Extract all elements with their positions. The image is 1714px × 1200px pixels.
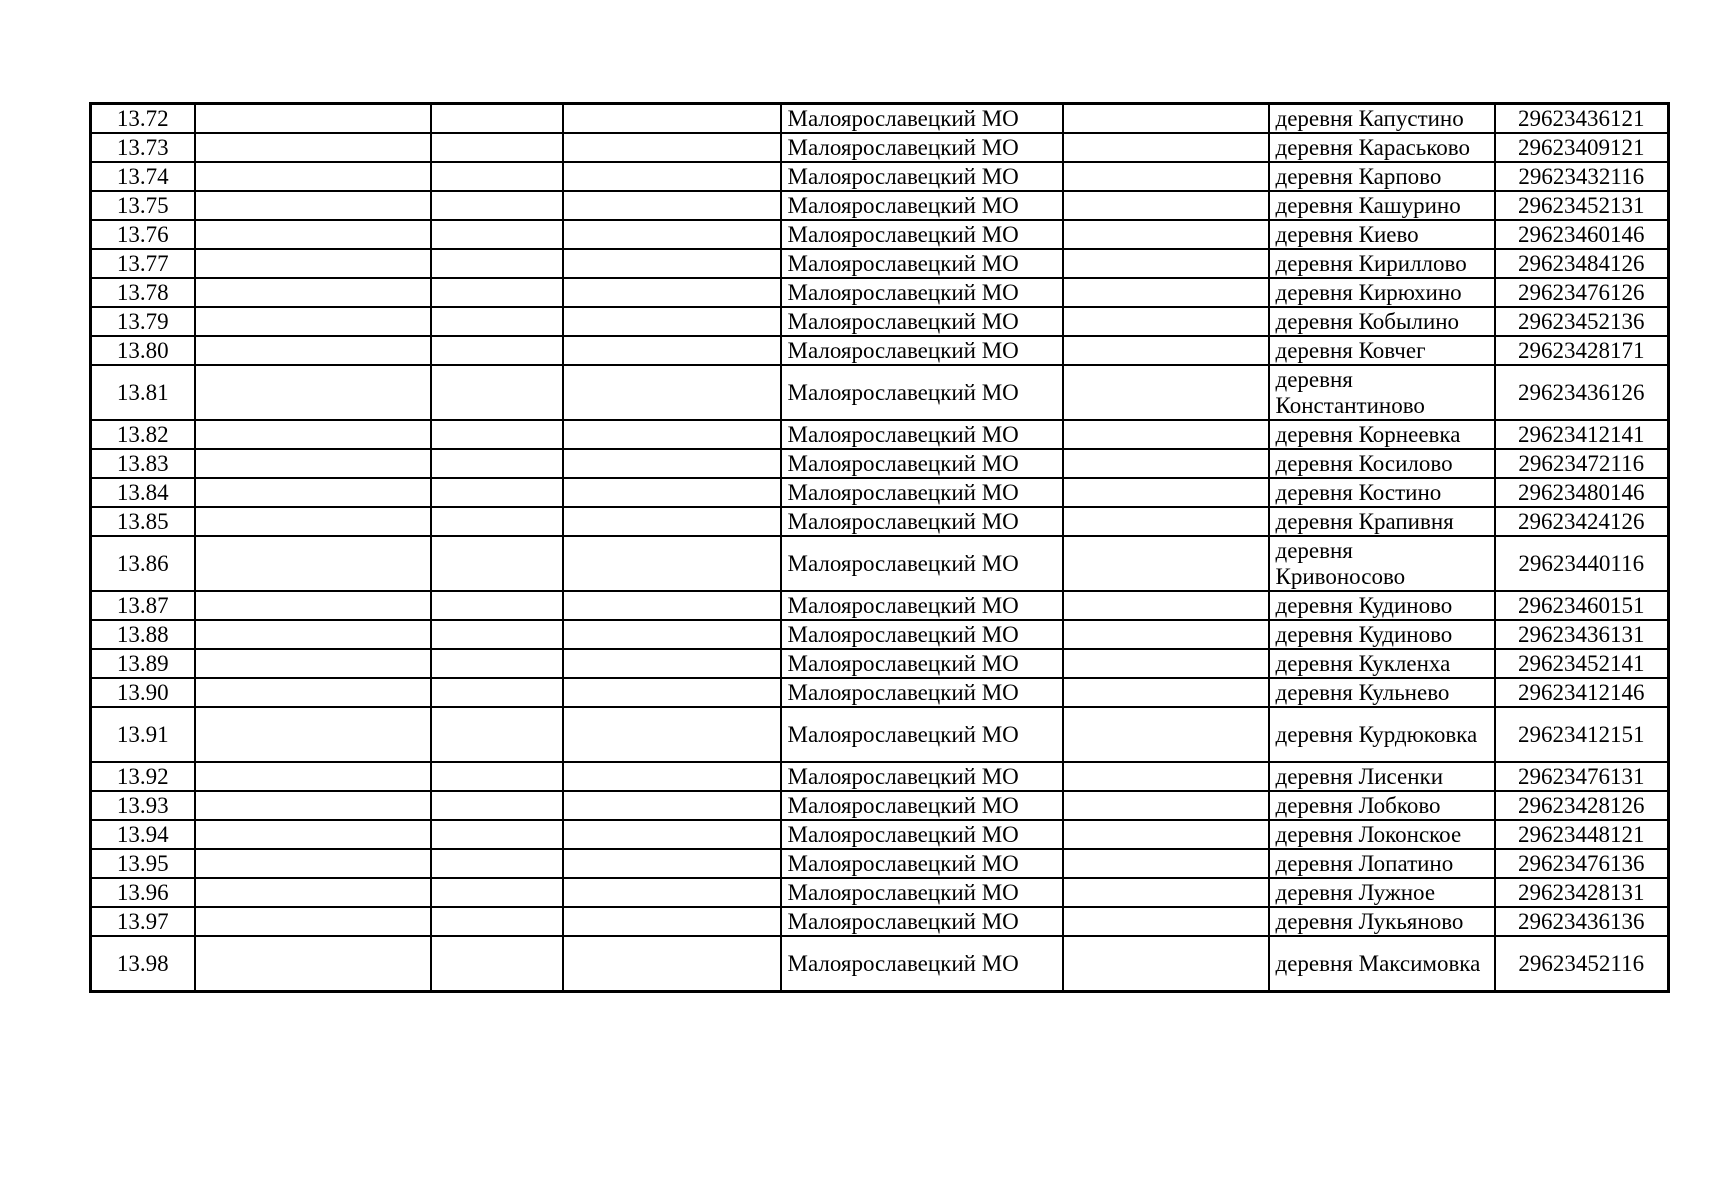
municipality-cell: Малоярославецкий МО	[781, 104, 1063, 134]
table-row	[91, 620, 1669, 649]
empty-cell	[1063, 133, 1269, 162]
empty-cell	[563, 536, 781, 591]
municipality-cell: Малоярославецкий МО	[781, 336, 1063, 365]
row-number: 13.90	[91, 678, 195, 707]
oktmo-code-cell: 29623440116	[1495, 536, 1669, 591]
empty-cell	[195, 420, 431, 449]
row-number: 13.94	[91, 820, 195, 849]
table-row	[91, 762, 1669, 791]
locality-cell: деревня Кривоносово	[1269, 536, 1495, 591]
empty-cell	[431, 678, 563, 707]
oktmo-code-cell: 29623480146	[1495, 478, 1669, 507]
empty-cell	[563, 336, 781, 365]
table-row	[91, 707, 1669, 762]
empty-cell	[431, 791, 563, 820]
empty-cell	[1063, 591, 1269, 620]
empty-cell	[1063, 936, 1269, 992]
locality-cell: деревня Карпово	[1269, 162, 1495, 191]
municipality-cell: Малоярославецкий МО	[781, 878, 1063, 907]
oktmo-code-cell: 29623409121	[1495, 133, 1669, 162]
row-number: 13.85	[91, 507, 195, 536]
oktmo-code-cell: 29623432116	[1495, 162, 1669, 191]
empty-cell	[563, 820, 781, 849]
empty-cell	[431, 478, 563, 507]
oktmo-code-cell: 29623436121	[1495, 104, 1669, 134]
row-number: 13.77	[91, 249, 195, 278]
oktmo-code-cell: 29623460151	[1495, 591, 1669, 620]
table-row	[91, 191, 1669, 220]
empty-cell	[563, 936, 781, 992]
table-row	[91, 791, 1669, 820]
empty-cell	[431, 907, 563, 936]
empty-cell	[195, 336, 431, 365]
empty-cell	[563, 507, 781, 536]
row-number: 13.97	[91, 907, 195, 936]
oktmo-code-cell: 29623484126	[1495, 249, 1669, 278]
empty-cell	[563, 191, 781, 220]
table-row	[91, 162, 1669, 191]
row-number: 13.80	[91, 336, 195, 365]
empty-cell	[195, 620, 431, 649]
municipality-cell: Малоярославецкий МО	[781, 936, 1063, 992]
empty-cell	[1063, 678, 1269, 707]
empty-cell	[563, 649, 781, 678]
empty-cell	[1063, 791, 1269, 820]
empty-cell	[1063, 336, 1269, 365]
empty-cell	[431, 104, 563, 134]
oktmo-code-cell: 29623476136	[1495, 849, 1669, 878]
municipality-cell: Малоярославецкий МО	[781, 365, 1063, 420]
locality-cell: деревня Лобково	[1269, 791, 1495, 820]
municipality-cell: Малоярославецкий МО	[781, 307, 1063, 336]
table-row	[91, 307, 1669, 336]
table-row	[91, 104, 1669, 134]
table-row	[91, 649, 1669, 678]
municipality-cell: Малоярославецкий МО	[781, 791, 1063, 820]
table-row	[91, 220, 1669, 249]
oktmo-code-cell: 29623452141	[1495, 649, 1669, 678]
row-number: 13.73	[91, 133, 195, 162]
row-number: 13.78	[91, 278, 195, 307]
locality-cell: деревня Кашурино	[1269, 191, 1495, 220]
table-row	[91, 133, 1669, 162]
table-row	[91, 336, 1669, 365]
table-row	[91, 536, 1669, 591]
municipality-cell: Малоярославецкий МО	[781, 507, 1063, 536]
table-body	[91, 104, 1669, 992]
row-number: 13.91	[91, 707, 195, 762]
table-row	[91, 507, 1669, 536]
locality-cell: деревня Кириллово	[1269, 249, 1495, 278]
empty-cell	[195, 907, 431, 936]
empty-cell	[431, 133, 563, 162]
oktmo-code-cell: 29623436131	[1495, 620, 1669, 649]
municipality-cell: Малоярославецкий МО	[781, 762, 1063, 791]
empty-cell	[563, 878, 781, 907]
row-number: 13.76	[91, 220, 195, 249]
empty-cell	[563, 220, 781, 249]
municipality-cell: Малоярославецкий МО	[781, 478, 1063, 507]
oktmo-code-cell: 29623476126	[1495, 278, 1669, 307]
municipality-cell: Малоярославецкий МО	[781, 536, 1063, 591]
locality-cell: деревня Киево	[1269, 220, 1495, 249]
empty-cell	[563, 791, 781, 820]
empty-cell	[431, 762, 563, 791]
empty-cell	[563, 762, 781, 791]
municipality-cell: Малоярославецкий МО	[781, 162, 1063, 191]
empty-cell	[431, 336, 563, 365]
empty-cell	[1063, 907, 1269, 936]
oktmo-code-cell: 29623428171	[1495, 336, 1669, 365]
oktmo-code-cell: 29623436136	[1495, 907, 1669, 936]
locality-cell: деревня Караськово	[1269, 133, 1495, 162]
table-row	[91, 678, 1669, 707]
empty-cell	[1063, 307, 1269, 336]
empty-cell	[431, 649, 563, 678]
oktmo-code-cell: 29623428131	[1495, 878, 1669, 907]
empty-cell	[431, 820, 563, 849]
empty-cell	[1063, 762, 1269, 791]
table-row	[91, 591, 1669, 620]
document-table	[89, 102, 1670, 993]
empty-cell	[1063, 449, 1269, 478]
row-number: 13.81	[91, 365, 195, 420]
locality-cell: деревня Косилово	[1269, 449, 1495, 478]
empty-cell	[195, 133, 431, 162]
row-number: 13.72	[91, 104, 195, 134]
empty-cell	[431, 191, 563, 220]
empty-cell	[563, 849, 781, 878]
table-row	[91, 907, 1669, 936]
empty-cell	[195, 449, 431, 478]
empty-cell	[1063, 249, 1269, 278]
table-row	[91, 849, 1669, 878]
municipality-cell: Малоярославецкий МО	[781, 278, 1063, 307]
oktmo-code-cell: 29623428126	[1495, 791, 1669, 820]
row-number: 13.87	[91, 591, 195, 620]
municipality-cell: Малоярославецкий МО	[781, 649, 1063, 678]
municipality-cell: Малоярославецкий МО	[781, 220, 1063, 249]
municipality-cell: Малоярославецкий МО	[781, 820, 1063, 849]
row-number: 13.98	[91, 936, 195, 992]
empty-cell	[1063, 536, 1269, 591]
table-row	[91, 278, 1669, 307]
municipality-cell: Малоярославецкий МО	[781, 678, 1063, 707]
oktmo-code-cell: 29623436126	[1495, 365, 1669, 420]
empty-cell	[195, 591, 431, 620]
empty-cell	[195, 191, 431, 220]
municipality-cell: Малоярославецкий МО	[781, 191, 1063, 220]
empty-cell	[431, 420, 563, 449]
locality-cell: деревня Костино	[1269, 478, 1495, 507]
row-number: 13.89	[91, 649, 195, 678]
empty-cell	[563, 620, 781, 649]
empty-cell	[431, 936, 563, 992]
empty-cell	[563, 249, 781, 278]
row-number: 13.79	[91, 307, 195, 336]
empty-cell	[563, 591, 781, 620]
empty-cell	[195, 162, 431, 191]
locality-cell: деревня Максимовка	[1269, 936, 1495, 992]
empty-cell	[1063, 220, 1269, 249]
empty-cell	[1063, 878, 1269, 907]
empty-cell	[563, 707, 781, 762]
empty-cell	[195, 849, 431, 878]
locality-cell: деревня Кирюхино	[1269, 278, 1495, 307]
empty-cell	[431, 849, 563, 878]
empty-cell	[1063, 420, 1269, 449]
empty-cell	[431, 507, 563, 536]
oktmo-code-cell: 29623452136	[1495, 307, 1669, 336]
empty-cell	[431, 536, 563, 591]
empty-cell	[195, 536, 431, 591]
row-number: 13.83	[91, 449, 195, 478]
empty-cell	[195, 104, 431, 134]
empty-cell	[195, 307, 431, 336]
empty-cell	[195, 707, 431, 762]
empty-cell	[195, 820, 431, 849]
empty-cell	[431, 620, 563, 649]
oktmo-code-cell: 29623472116	[1495, 449, 1669, 478]
table-row	[91, 820, 1669, 849]
table-row	[91, 936, 1669, 992]
empty-cell	[563, 907, 781, 936]
municipality-cell: Малоярославецкий МО	[781, 420, 1063, 449]
locality-cell: деревня Кобылино	[1269, 307, 1495, 336]
table-row	[91, 420, 1669, 449]
locality-cell: деревня Кульнево	[1269, 678, 1495, 707]
municipality-cell: Малоярославецкий МО	[781, 449, 1063, 478]
municipality-cell: Малоярославецкий МО	[781, 620, 1063, 649]
empty-cell	[431, 878, 563, 907]
empty-cell	[195, 936, 431, 992]
empty-cell	[563, 678, 781, 707]
empty-cell	[431, 249, 563, 278]
empty-cell	[1063, 849, 1269, 878]
empty-cell	[1063, 649, 1269, 678]
oktmo-code-cell: 29623412141	[1495, 420, 1669, 449]
locality-cell: деревня Курдюковка	[1269, 707, 1495, 762]
empty-cell	[1063, 620, 1269, 649]
empty-cell	[563, 162, 781, 191]
locality-cell: деревня Кукленха	[1269, 649, 1495, 678]
oktmo-code-cell: 29623452131	[1495, 191, 1669, 220]
table-row	[91, 365, 1669, 420]
empty-cell	[195, 478, 431, 507]
row-number: 13.92	[91, 762, 195, 791]
empty-cell	[1063, 478, 1269, 507]
row-number: 13.96	[91, 878, 195, 907]
municipality-cell: Малоярославецкий МО	[781, 591, 1063, 620]
empty-cell	[195, 220, 431, 249]
locality-cell: деревня Лопатино	[1269, 849, 1495, 878]
empty-cell	[563, 420, 781, 449]
empty-cell	[431, 365, 563, 420]
empty-cell	[431, 591, 563, 620]
locality-cell: деревня Крапивня	[1269, 507, 1495, 536]
oktmo-code-cell: 29623460146	[1495, 220, 1669, 249]
empty-cell	[1063, 507, 1269, 536]
oktmo-code-cell: 29623424126	[1495, 507, 1669, 536]
empty-cell	[1063, 162, 1269, 191]
oktmo-code-cell: 29623412151	[1495, 707, 1669, 762]
empty-cell	[195, 278, 431, 307]
empty-cell	[195, 365, 431, 420]
empty-cell	[195, 791, 431, 820]
empty-cell	[1063, 278, 1269, 307]
table-row	[91, 249, 1669, 278]
locality-cell: деревня Константиново	[1269, 365, 1495, 420]
locality-cell: деревня Лисенки	[1269, 762, 1495, 791]
empty-cell	[563, 449, 781, 478]
empty-cell	[195, 249, 431, 278]
empty-cell	[1063, 820, 1269, 849]
municipality-cell: Малоярославецкий МО	[781, 133, 1063, 162]
empty-cell	[1063, 707, 1269, 762]
empty-cell	[563, 278, 781, 307]
empty-cell	[195, 878, 431, 907]
empty-cell	[563, 307, 781, 336]
empty-cell	[431, 707, 563, 762]
municipality-cell: Малоярославецкий МО	[781, 849, 1063, 878]
row-number: 13.82	[91, 420, 195, 449]
empty-cell	[195, 678, 431, 707]
empty-cell	[563, 133, 781, 162]
municipality-cell: Малоярославецкий МО	[781, 249, 1063, 278]
oktmo-code-cell: 29623476131	[1495, 762, 1669, 791]
locality-cell: деревня Локонское	[1269, 820, 1495, 849]
row-number: 13.95	[91, 849, 195, 878]
empty-cell	[563, 478, 781, 507]
locality-cell: деревня Корнеевка	[1269, 420, 1495, 449]
row-number: 13.93	[91, 791, 195, 820]
empty-cell	[195, 649, 431, 678]
empty-cell	[195, 507, 431, 536]
oktmo-code-cell: 29623412146	[1495, 678, 1669, 707]
empty-cell	[1063, 191, 1269, 220]
empty-cell	[431, 220, 563, 249]
row-number: 13.84	[91, 478, 195, 507]
empty-cell	[431, 278, 563, 307]
empty-cell	[1063, 365, 1269, 420]
row-number: 13.75	[91, 191, 195, 220]
locality-cell: деревня Лужное	[1269, 878, 1495, 907]
oktmo-code-cell: 29623452116	[1495, 936, 1669, 992]
empty-cell	[563, 104, 781, 134]
table-row	[91, 478, 1669, 507]
empty-cell	[431, 162, 563, 191]
table-row	[91, 878, 1669, 907]
empty-cell	[431, 449, 563, 478]
empty-cell	[1063, 104, 1269, 134]
row-number: 13.74	[91, 162, 195, 191]
locality-cell: деревня Ковчег	[1269, 336, 1495, 365]
row-number: 13.88	[91, 620, 195, 649]
municipality-cell: Малоярославецкий МО	[781, 707, 1063, 762]
locality-cell: деревня Капустино	[1269, 104, 1495, 134]
empty-cell	[563, 365, 781, 420]
empty-cell	[431, 307, 563, 336]
locality-cell: деревня Кудиново	[1269, 591, 1495, 620]
oktmo-code-cell: 29623448121	[1495, 820, 1669, 849]
table-row	[91, 449, 1669, 478]
empty-cell	[195, 762, 431, 791]
row-number: 13.86	[91, 536, 195, 591]
locality-cell: деревня Лукьяново	[1269, 907, 1495, 936]
locality-cell: деревня Кудиново	[1269, 620, 1495, 649]
municipality-cell: Малоярославецкий МО	[781, 907, 1063, 936]
